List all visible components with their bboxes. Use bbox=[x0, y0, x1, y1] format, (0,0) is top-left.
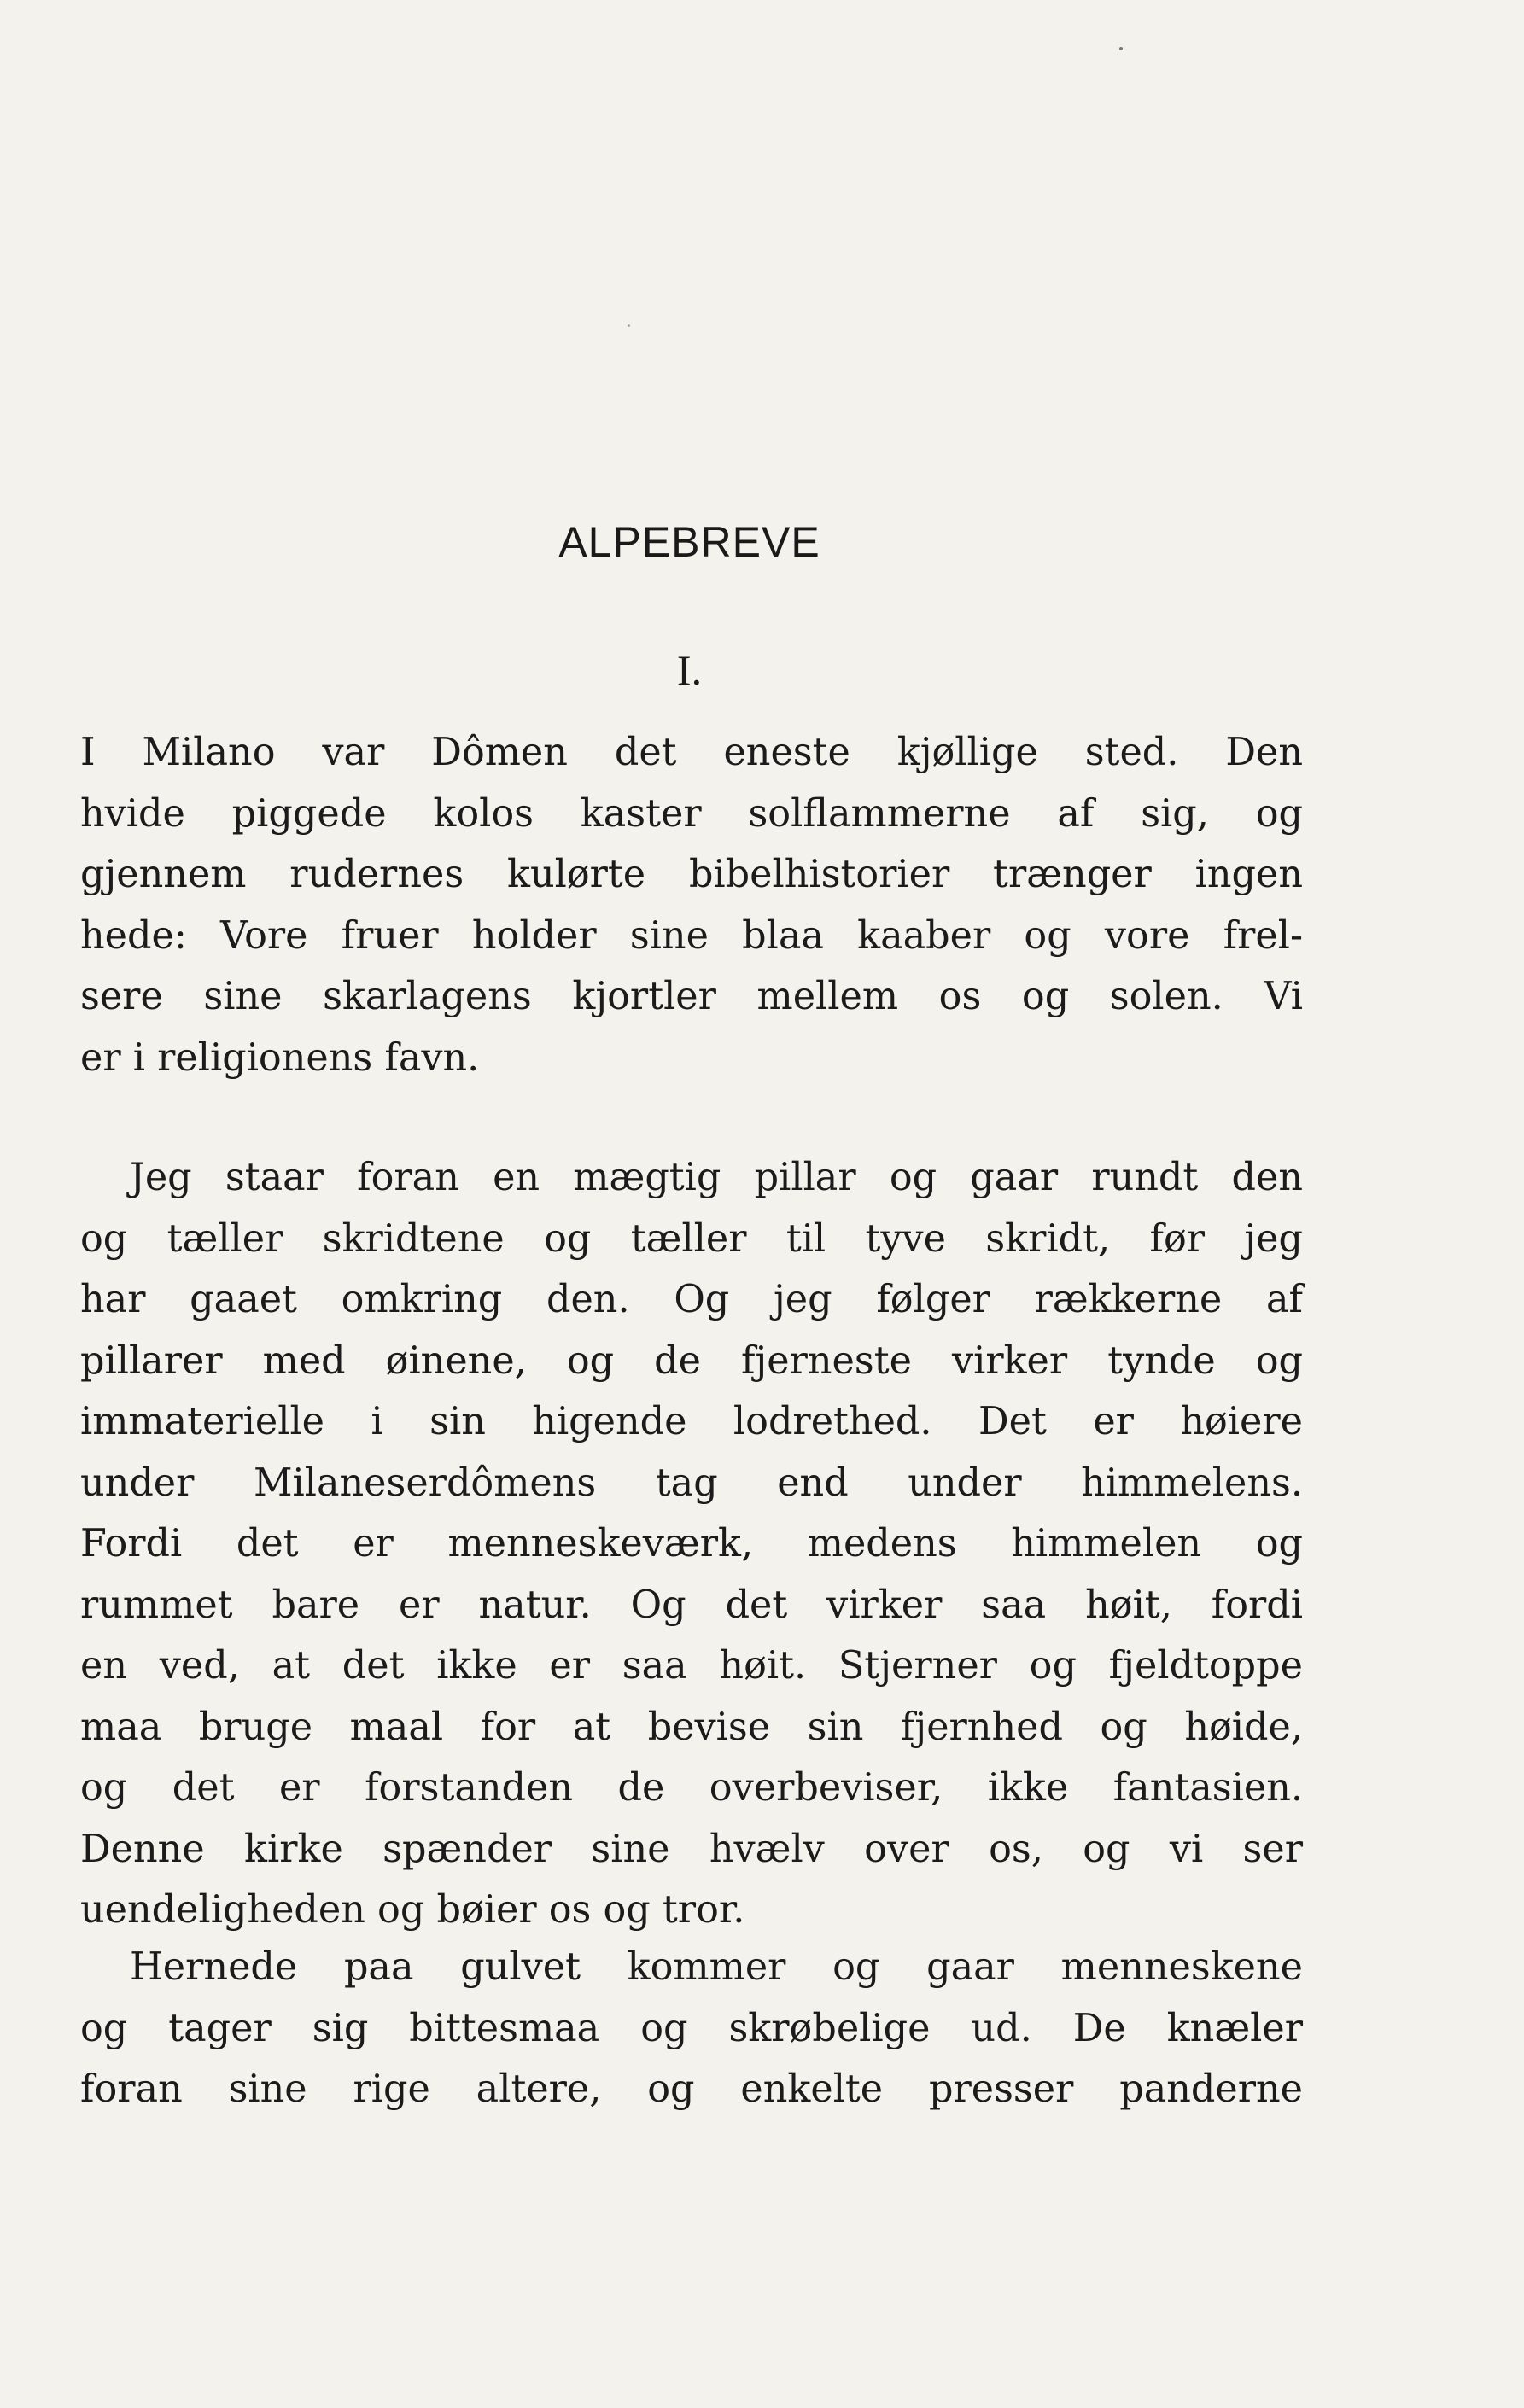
text-line: Fordi det er menneskeværk, medens himmelen og bbox=[80, 1522, 1303, 1565]
text-line: og tæller skridtene og tæller til tyve skridt, før jeg bbox=[80, 1216, 1303, 1261]
text-line: og det er forstanden de overbeviser, ikke fantasien. bbox=[80, 1766, 1303, 1810]
text-line: maa bruge maal for at bevise sin fjernhed og høide, bbox=[80, 1705, 1303, 1749]
paragraph-2 bbox=[80, 1147, 1303, 1941]
paper-speck bbox=[628, 324, 630, 327]
paper-speck bbox=[1119, 47, 1123, 50]
section-number: I. bbox=[676, 646, 703, 694]
text-line: rummet bare er natur. Og det virker saa høit, fordi bbox=[80, 1583, 1303, 1627]
text-line: uendeligheden og bøier os og tror. bbox=[80, 1888, 745, 1932]
text-line: Denne kirke spænder sine hvælv over os, og vi ser bbox=[80, 1827, 1303, 1871]
text-line: hede: Vore fruer holder sine blaa kaaber og vore frel- bbox=[80, 913, 1303, 958]
text-line: immaterielle i sin higende lodrethed. Det er høiere bbox=[80, 1400, 1303, 1443]
paragraph-1 bbox=[80, 722, 1303, 1088]
text-line: er i religionens favn. bbox=[80, 1035, 480, 1080]
text-line: Jeg staar foran en mægtig pillar og gaar rundt den bbox=[130, 1156, 1303, 1199]
text-line: I Milano var Dômen det eneste kjøllige sted. Den bbox=[80, 731, 1303, 774]
text-line: pillarer med øinene, og de fjerneste virker tynde og bbox=[80, 1338, 1303, 1383]
text-line: foran sine rige altere, og enkelte presser panderne bbox=[80, 2067, 1303, 2111]
text-line: hvide piggede kolos kaster solflammerne af sig, og bbox=[80, 791, 1303, 836]
text-line: sere sine skarlagens kjortler mellem os og solen. Vi bbox=[80, 975, 1303, 1018]
paragraph-3 bbox=[80, 1937, 1303, 2120]
text-line: Hernede paa gulvet kommer og gaar menneskene bbox=[130, 1945, 1303, 1989]
text-line: gjennem rudernes kulørte bibelhistorier trænger ingen bbox=[80, 853, 1303, 896]
text-line: en ved, at det ikke er saa høit. Stjerner og fjeldtoppe bbox=[80, 1644, 1303, 1688]
text-line: under Milaneserdômens tag end under himmelens. bbox=[80, 1461, 1303, 1505]
chapter-title: ALPEBREVE bbox=[558, 518, 820, 566]
text-line: og tager sig bittesmaa og skrøbelige ud. De knæler bbox=[80, 2006, 1303, 2050]
text-line: har gaaet omkring den. Og jeg følger rækkerne af bbox=[80, 1278, 1303, 1321]
